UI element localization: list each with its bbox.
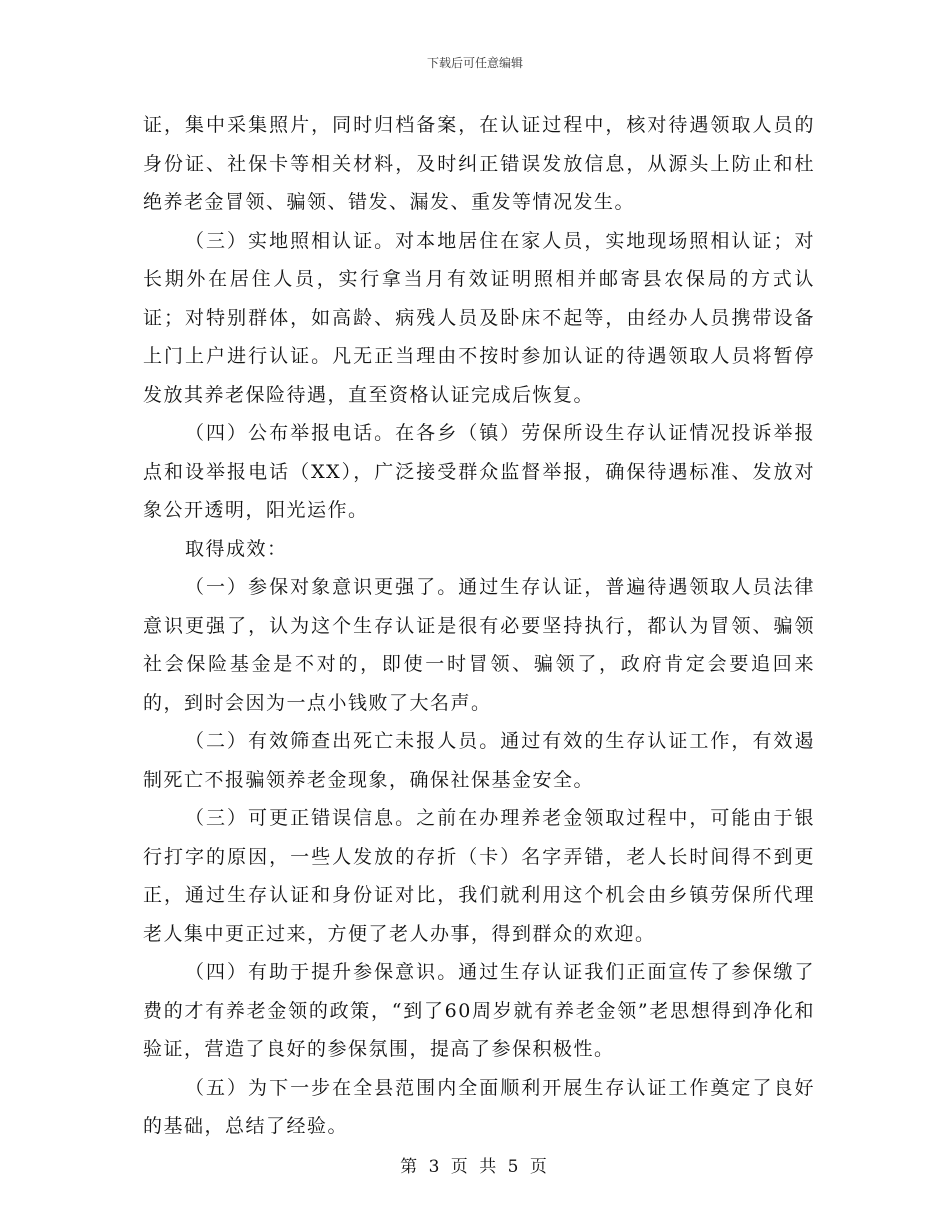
page-number-footer: 第 3 页 共 5 页	[400, 1157, 550, 1177]
paragraph-report-hotline: （四）公布举报电话。在各乡（镇）劳保所设生存认证情况投诉举报点和设举报电话（XX），广泛接受群众监督举报，确保待遇标准、发放对象公开透明，阳光运作。	[143, 422, 815, 521]
paragraph-result-1: （一）参保对象意识更强了。通过生存认证，普遍待遇领取人员法律意识更强了，认为这个生存认证是很有必要坚持执行，都认为冒领、骗领社会保险基金是不对的，即使一时冒领、骗领了，政府肯定会要追回来的，到时会因为一点小钱败了大名声。	[143, 576, 815, 714]
document-body	[143, 106, 815, 1146]
paragraph-result-5: （五）为下一步在全县范围内全面顺利开展生存认证工作奠定了良好的基础，总结了经验。	[143, 1076, 815, 1137]
paragraph-photo-verification: （三）实地照相认证。对本地居住在家人员，实地现场照相认证；对长期外在居住人员，实行拿当月有效证明照相并邮寄县农保局的方式认证；对特别群体，如高龄、病残人员及卧床不起等，由经办人员携带设备上门上户进行认证。凡无正当理由不按时参加认证的待遇领取人员将暂停发放其养老保险待遇，直至资格认证完成后恢复。	[143, 229, 815, 406]
paragraph-result-3: （三）可更正错误信息。之前在办理养老金领取过程中，可能由于银行打字的原因，一些人发放的存折（卡）名字弄错，老人长时间得不到更正，通过生存认证和身份证对比，我们就利用这个机会由乡镇劳保所代理老人集中更正过来，方便了老人办事，得到群众的欢迎。	[143, 807, 815, 945]
paragraph-result-2: （二）有效筛查出死亡未报人员。通过有效的生存认证工作，有效遏制死亡不报骗领养老金现象，确保社保基金安全。	[143, 730, 815, 791]
paragraph-result-4: （四）有助于提升参保意识。通过生存认证我们正面宣传了参保缴了费的才有养老金领的政策，“到了60周岁就有养老金领”老思想得到净化和验证，营造了良好的参保氛围，提高了参保积极性。	[143, 961, 815, 1060]
paragraph-continuation: 证，集中采集照片，同时归档备案，在认证过程中，核对待遇领取人员的身份证、社保卡等相关材料，及时纠正错误发放信息，从源头上防止和杜绝养老金冒领、骗领、错发、漏发、重发等情况发生。	[143, 114, 815, 213]
page-header: 下载后可任意编辑	[426, 56, 523, 70]
paragraph-results-heading: 取得成效：	[185, 537, 288, 560]
